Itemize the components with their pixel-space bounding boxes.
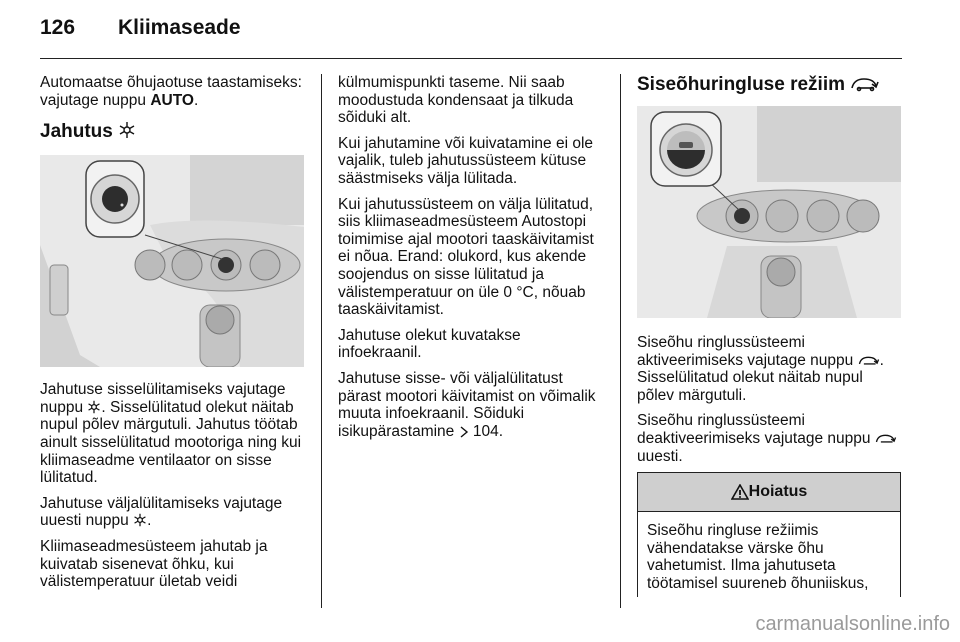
autostop-paragraph: Kui jahutussüsteem on välja lülitatud, siis kliimaseadmesüsteem Autostopi toimimise ajal mootori taaskäivitamist ei nõua. Erand: olukord, kus akende soojendus on sisse lülitatud ja välistemperatuur on üle 0 °C, nõuab taaskäivitamist. [338, 195, 594, 319]
recirculation-button-figure [637, 106, 901, 318]
section-heading-cooling: Jahutus [40, 121, 306, 143]
cooling-button-figure [40, 155, 304, 367]
warning-header [638, 473, 900, 512]
page-header [40, 16, 241, 46]
page-number: 126 [40, 16, 76, 39]
page-reference[interactable]: 104 [472, 422, 499, 440]
snowflake-icon [87, 400, 101, 414]
snowflake-icon [133, 513, 147, 527]
warning-triangle-icon [731, 484, 749, 500]
page-ref-arrow-icon [459, 426, 469, 438]
snowflake-icon [118, 121, 136, 139]
warning-title: Hoiatus [748, 483, 808, 500]
section-heading-recirculation: Siseõhuringluse režiim [637, 74, 901, 96]
header-rule [40, 58, 902, 59]
cooling-on-paragraph: Jahutuse sisselülitamiseks vajutage nuppu . Sisselülitatud olekut näitab nupul põlev märgutuli. Jahutus töötab ainult sisselülitatud mootoriga ning kui kliimaseadme ventilaator on sisse lülitatud. [40, 381, 302, 487]
display-paragraph: Jahutuse olekut kuvatakse infoekraanil. [338, 326, 521, 362]
recirculation-icon [875, 433, 897, 445]
column-3 [637, 74, 901, 473]
warning-box [637, 472, 901, 597]
personalisation-paragraph: Jahutuse sisse- või väljalülitatust pärast mootori käivitamist on võimalik muuta infoekraanil. Sõiduki isikupärastamine 104. [338, 369, 596, 440]
recirculation-off-paragraph: Siseõhu ringlussüsteemi deaktiveerimiseks vajutage nuppu uuesti. [637, 412, 901, 465]
recirculation-icon [858, 355, 880, 367]
chapter-title: Kliimaseade [118, 16, 241, 39]
column-divider [321, 74, 322, 608]
cooling-off-paragraph: Jahutuse väljalülitamiseks vajutage uuesti nuppu . [40, 494, 283, 530]
condensate-paragraph: külmumispunkti taseme. Nii saab moodustuda kondensaat ja tilkuda sõiduki alt. [338, 74, 574, 127]
recirculation-icon [850, 76, 880, 92]
fuel-saving-paragraph: Kui jahutamine või kuivatamine ei ole vajalik, tuleb jahutussüsteem kütuse säästmiseks välja lülitada. [338, 134, 594, 187]
auto-label: AUTO [150, 91, 194, 109]
column-1 [40, 74, 306, 599]
column-divider [620, 74, 621, 608]
intro-paragraph: Automaatse õhujaotuse taastamiseks: vajutage nuppu AUTO. [40, 74, 302, 109]
cooling-info-paragraph: Kliimaseadmesüsteem jahutab ja kuivatab sisenevat õhku, kui välistemperatuur ületab veidi [40, 537, 268, 591]
recirculation-on-paragraph: Siseõhu ringlussüsteemi aktiveerimiseks vajutage nuppu . Sisselülitatud olekut näitab nupul põlev märgutuli. [637, 334, 884, 404]
warning-body: Siseõhu ringluse režiimis vähendatakse värske õhu vahetumist. Ilma jahutuseta töötamisel suureneb õhuniiskus, [647, 522, 869, 592]
column-2 [338, 74, 604, 448]
watermark: carmanualsonline.info [755, 613, 950, 635]
